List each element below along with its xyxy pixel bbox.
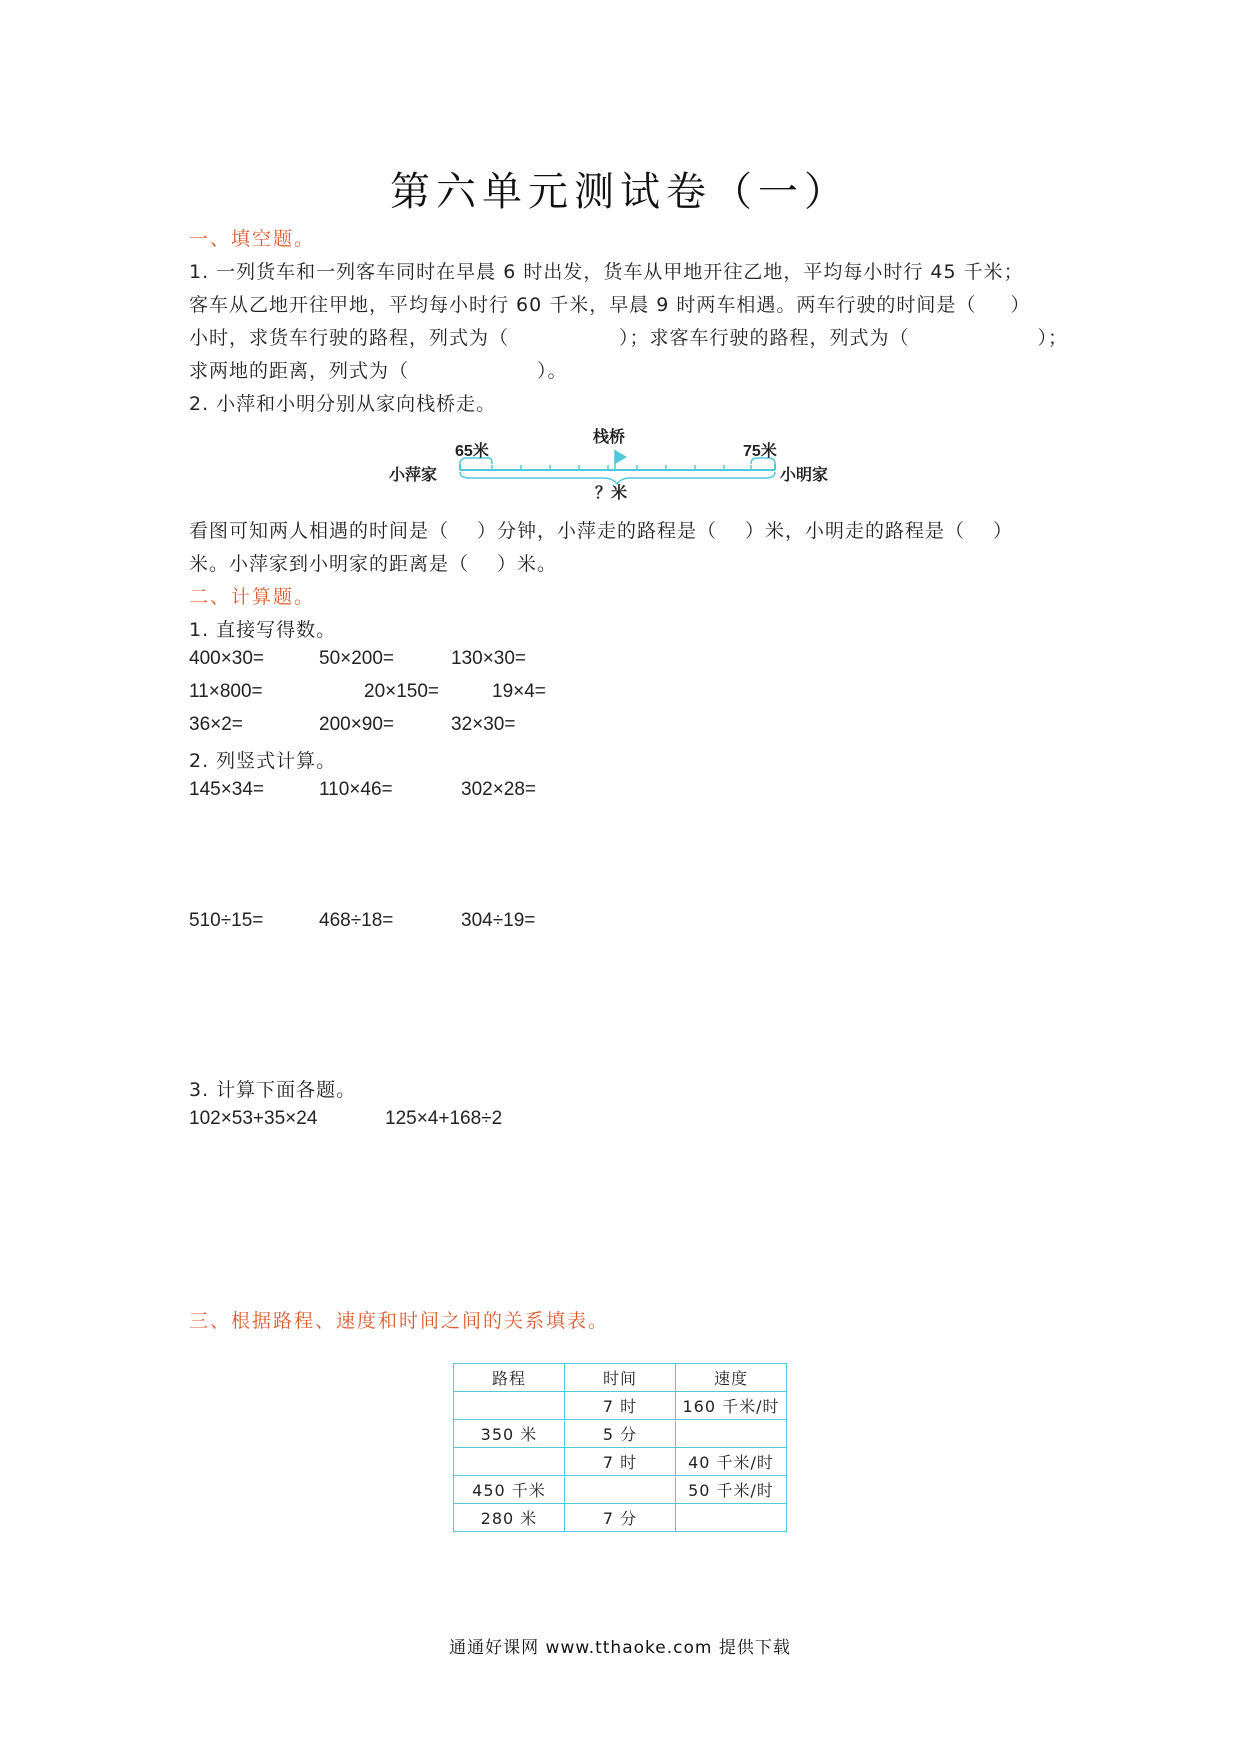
q2-1-title: 1. 直接写得数。 [189, 619, 337, 641]
q2-answer-line-2 [189, 549, 557, 576]
mixed-item: 102×53+35×24 [189, 1108, 318, 1129]
footer-download-note: 通通好课网 www.tthaoke.com 提供下载 [449, 1638, 791, 1658]
table-row [454, 1476, 787, 1504]
section-1-heading: 一、填空题。 [189, 228, 316, 250]
q2-3-title: 3. 计算下面各题。 [189, 1079, 357, 1101]
q2-line-1-part-1: 看图可知两人相遇的时间是（ [189, 520, 450, 542]
table-cell: 350 米 [454, 1420, 565, 1448]
page-title: 第六单元测试卷（一） [390, 169, 850, 215]
section-2-heading: 二、计算题。 [189, 586, 316, 608]
table-cell: 40 千米/时 [676, 1448, 787, 1476]
table-header-time: 时间 [565, 1364, 676, 1392]
table-cell: 280 米 [454, 1504, 565, 1532]
q2-line-2-part-1: 米。小萍家到小明家的距离是（ [189, 553, 470, 575]
table-cell: 5 分 [565, 1420, 676, 1448]
oral-item: 19×4= [492, 681, 546, 702]
q2-line-2-part-2: ）米。 [497, 553, 558, 575]
q1-line-3 [189, 323, 1068, 350]
table-cell [454, 1392, 565, 1420]
relation-table [453, 1363, 787, 1532]
oral-item: 32×30= [451, 714, 516, 735]
table-row [454, 1420, 787, 1448]
q1-line-3-part-2: ）；求客车行驶的路程，列式为（ [619, 327, 910, 349]
q2-line-1-part-3: ）米，小明走的路程是（ [745, 520, 966, 542]
q2-line-1-part-2: ）分钟，小萍走的路程是（ [477, 520, 718, 542]
total-distance-label: ？米 [595, 483, 628, 502]
oral-item: 130×30= [451, 648, 527, 669]
q1-line-3-part-1: 小时，求货车行驶的路程，列式为（ [189, 327, 510, 349]
oral-item: 36×2= [189, 714, 243, 735]
oral-item: 20×150= [364, 681, 440, 702]
vertical-item: 302×28= [461, 779, 537, 800]
table-header-distance: 路程 [454, 1364, 565, 1392]
vertical-item: 110×46= [319, 779, 393, 800]
q1-line-2 [189, 290, 1030, 317]
table-cell [565, 1476, 676, 1504]
table-cell [454, 1448, 565, 1476]
q1-line-2-text: 客车从乙地开往甲地，平均每小时行 60 千米，早晨 9 时两车相遇。两车行驶的时间是（ [189, 294, 977, 316]
table-header-speed: 速度 [676, 1364, 787, 1392]
table-cell [676, 1420, 787, 1448]
section-3-heading: 三、根据路程、速度和时间之间的关系填表。 [189, 1310, 610, 1332]
table-cell: 7 时 [565, 1448, 676, 1476]
table-cell: 7 分 [565, 1504, 676, 1532]
table-cell: 7 时 [565, 1392, 676, 1420]
table-row [454, 1504, 787, 1532]
xiaoping-home-label: 小萍家 [389, 465, 438, 484]
xiaoming-home-label: 小明家 [780, 465, 829, 484]
vertical-item: 468÷18= [319, 910, 394, 931]
oral-item: 50×200= [319, 648, 395, 669]
table-cell: 160 千米/时 [676, 1392, 787, 1420]
q1-line-2-end: ） [1010, 294, 1031, 316]
oral-item: 400×30= [189, 648, 265, 669]
table-cell: 450 千米 [454, 1476, 565, 1504]
table-row [454, 1448, 787, 1476]
bridge-label: 栈桥 [593, 427, 626, 446]
mixed-item: 125×4+168÷2 [385, 1108, 503, 1129]
table-row [454, 1392, 787, 1420]
meeting-diagram [389, 424, 855, 504]
q2-answer-line-1 [189, 516, 1013, 543]
q1-line-1: 1. 一列货车和一列客车同时在早晨 6 时出发，货车从甲地开往乙地，平均每小时行 45 千米； [189, 261, 1024, 283]
table-cell [676, 1504, 787, 1532]
table-cell: 50 千米/时 [676, 1476, 787, 1504]
xiaoming-speed-label: 75米 [743, 443, 777, 460]
q1-line-4-part-2: ）。 [537, 360, 568, 382]
vertical-item: 145×34= [189, 779, 265, 800]
xiaoping-speed-label: 65米 [455, 443, 489, 460]
q2-line-1-part-4: ） [993, 520, 1014, 542]
vertical-item: 510÷15= [189, 910, 264, 931]
vertical-item: 304÷19= [461, 910, 536, 931]
q1-line-4-part-1: 求两地的距离，列式为（ [189, 360, 410, 382]
oral-item: 11×800= [189, 681, 263, 702]
oral-item: 200×90= [319, 714, 395, 735]
q2-text: 2. 小萍和小明分别从家向栈桥走。 [189, 393, 497, 415]
table-header-row [454, 1364, 787, 1392]
q1-line-4 [189, 356, 568, 383]
q2-2-title: 2. 列竖式计算。 [189, 750, 337, 772]
q1-line-3-part-3: ）； [1037, 327, 1069, 349]
